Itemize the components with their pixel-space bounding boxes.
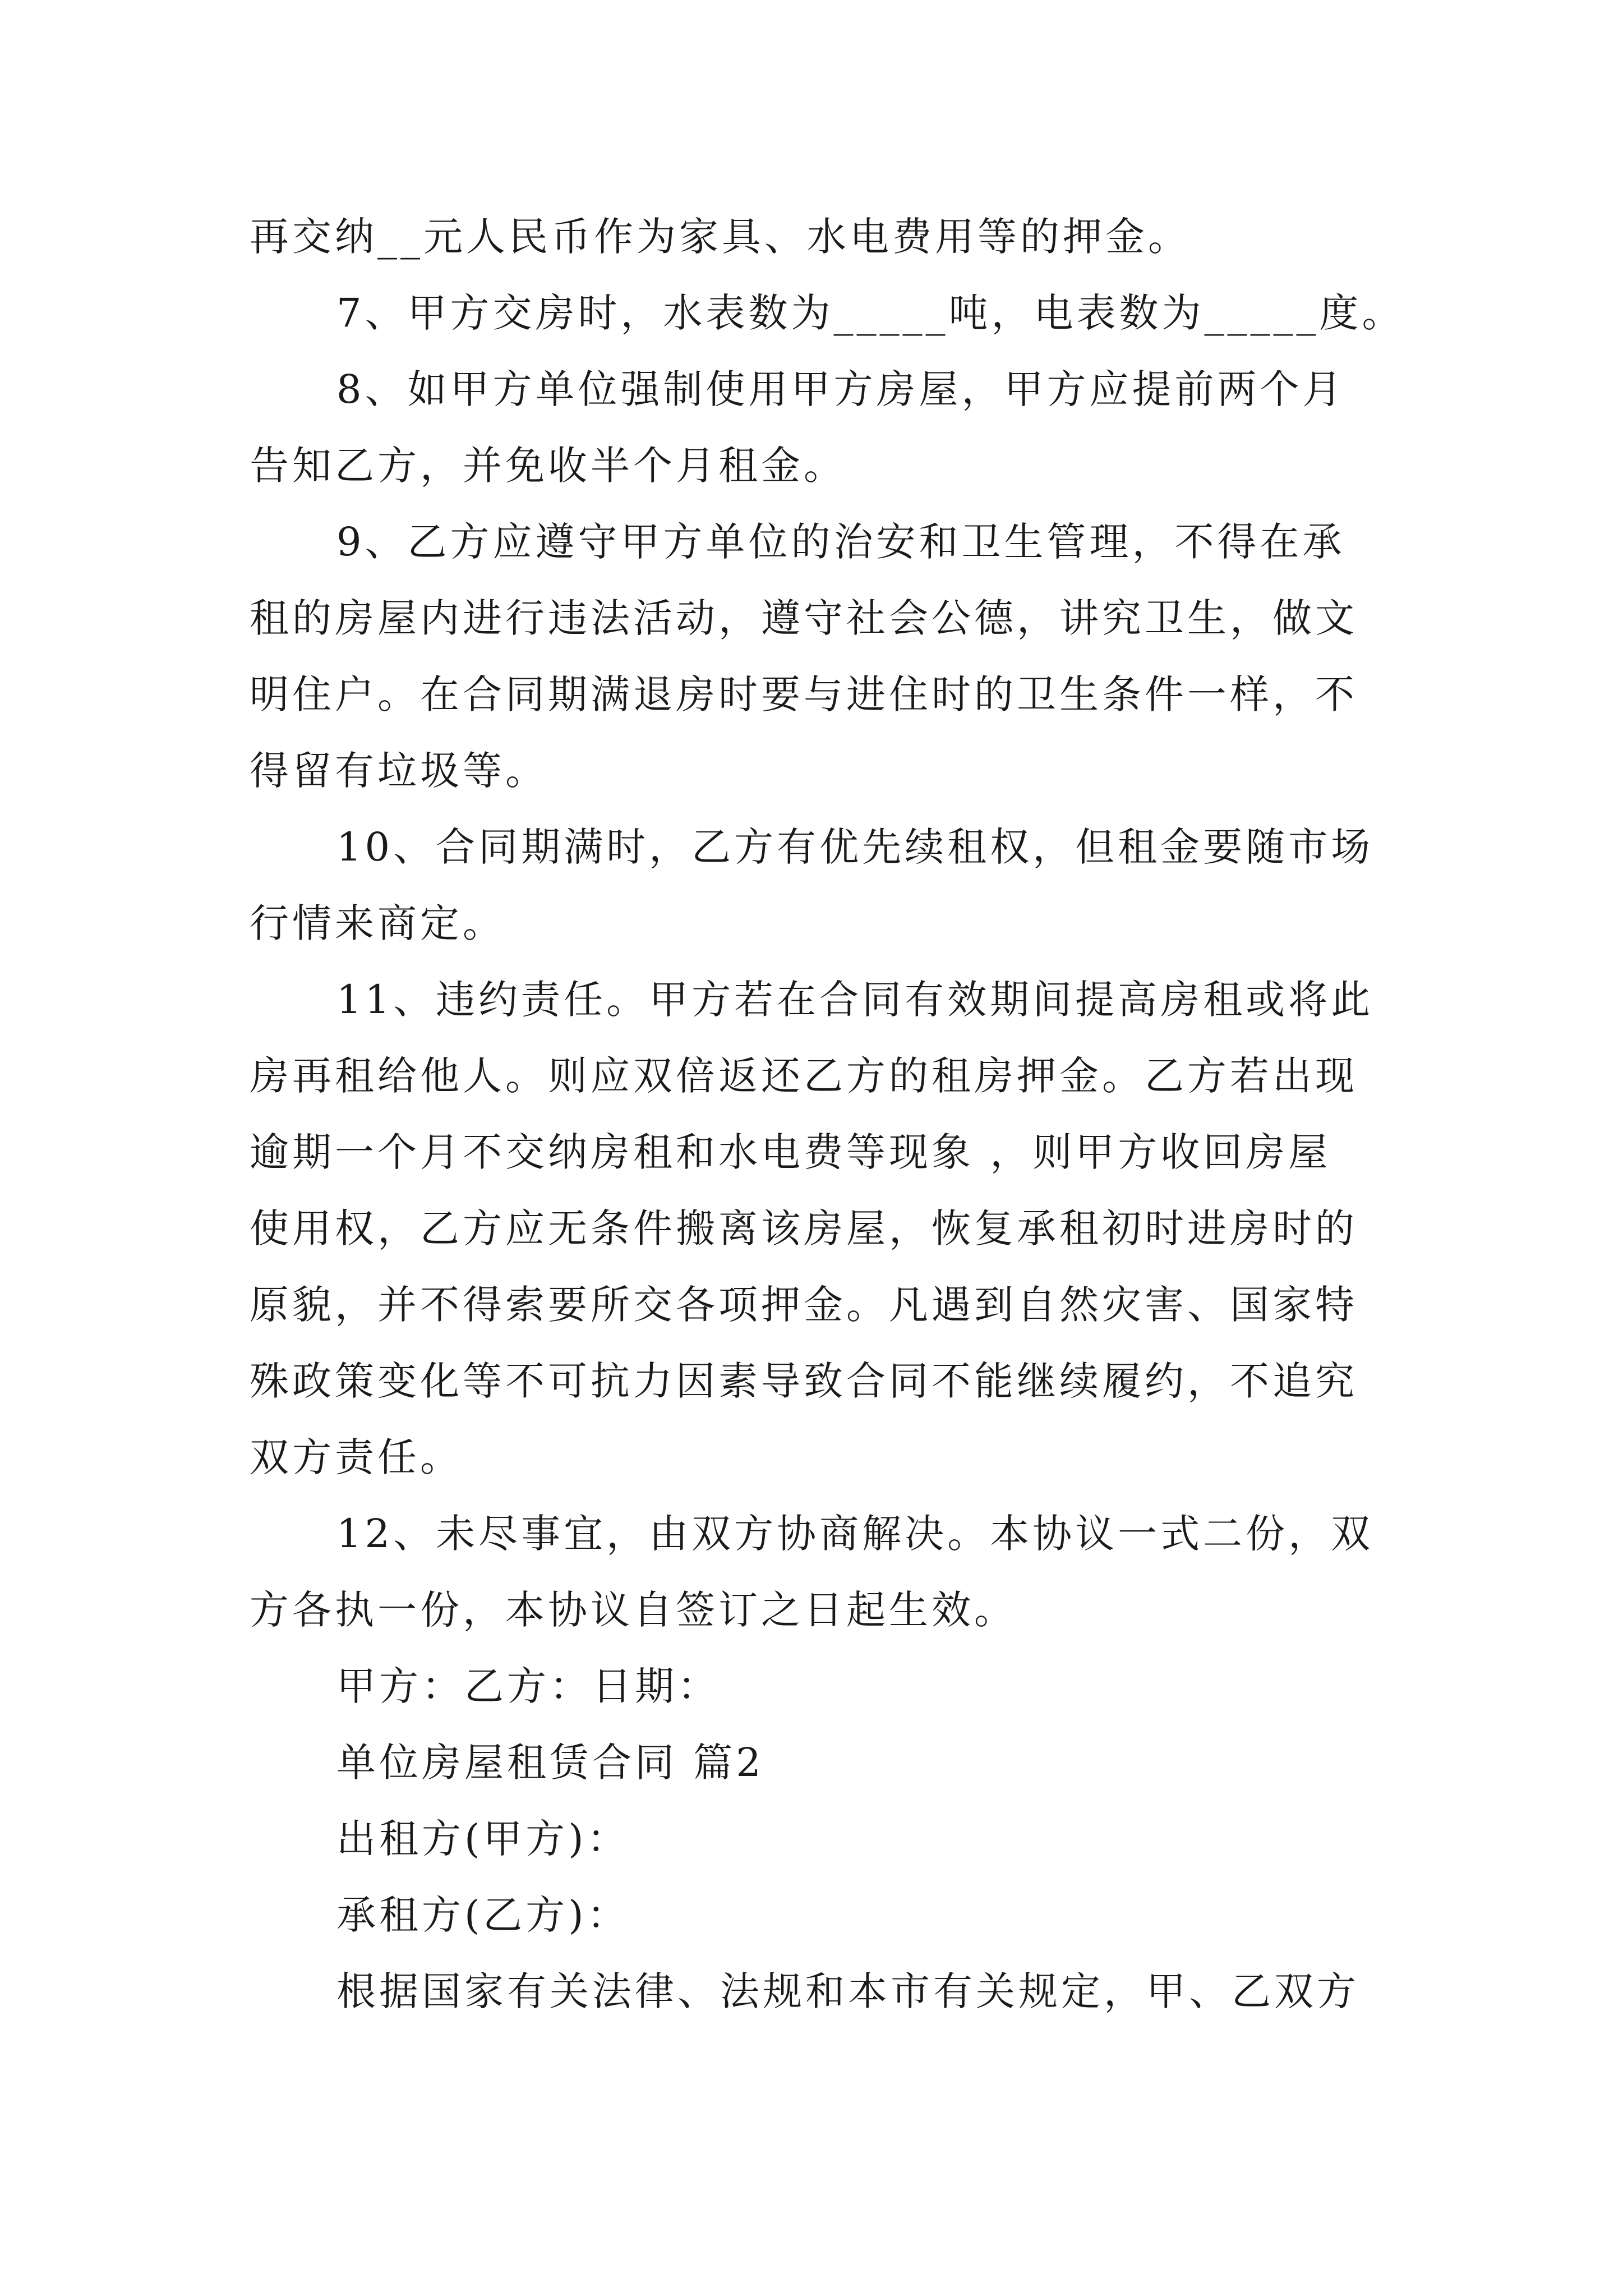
lessor-field: 出租方(甲方)：: [336, 1816, 630, 1862]
text-line: 12、未尽事宜，由双方协商解决。本协议一式二份，双: [336, 1511, 1374, 1557]
text-line: 使用权，乙方应无条件搬离该房屋，恢复承租初时进房时的: [250, 1205, 1358, 1251]
text-line: 明住户。在合同期满退房时要与进住时的卫生条件一样，不: [250, 671, 1358, 717]
signature-line: 甲方：乙方：日期：: [336, 1663, 720, 1709]
text-line: 11、违约责任。甲方若在合同有效期间提高房租或将此: [336, 977, 1374, 1023]
text-line: 得留有垃圾等。: [250, 748, 548, 794]
text-line: 告知乙方，并免收半个月租金。: [250, 443, 846, 489]
text-line: 根据国家有关法律、法规和本市有关规定，甲、乙双方: [336, 1968, 1359, 2014]
text-line: 8、如甲方单位强制使用甲方房屋，甲方应提前两个月: [336, 366, 1345, 412]
text-line: 房再租给他人。则应双倍返还乙方的租房押金。乙方若出现: [250, 1053, 1358, 1099]
text-line: 租的房屋内进行违法活动，遵守社会公德，讲究卫生，做文: [250, 595, 1358, 641]
text-line: 逾期一个月不交纳房租和水电费等现象 ，则甲方收回房屋: [250, 1129, 1331, 1175]
text-line: 10、合同期满时，乙方有优先续租权，但租金要随市场: [336, 824, 1374, 870]
text-line: 9、乙方应遵守甲方单位的治安和卫生管理，不得在承: [336, 519, 1345, 565]
text-line: 7、甲方交房时，水表数为_____吨，电表数为_____度。: [336, 290, 1405, 336]
text-line: 原貌，并不得索要所交各项押金。凡遇到自然灾害、国家特: [250, 1282, 1358, 1328]
text-line: 方各执一份，本协议自签订之日起生效。: [250, 1587, 1017, 1633]
text-line: 殊政策变化等不可抗力因素导致合同不能继续履约，不追究: [250, 1358, 1358, 1404]
text-line: 再交纳__元人民币作为家具、水电费用等的押金。: [250, 214, 1191, 260]
lessee-field: 承租方(乙方)：: [336, 1892, 630, 1938]
section-heading: 单位房屋租赁合同 篇2: [336, 1740, 764, 1786]
text-line: 行情来商定。: [250, 900, 505, 946]
text-line: 双方责任。: [250, 1434, 463, 1480]
